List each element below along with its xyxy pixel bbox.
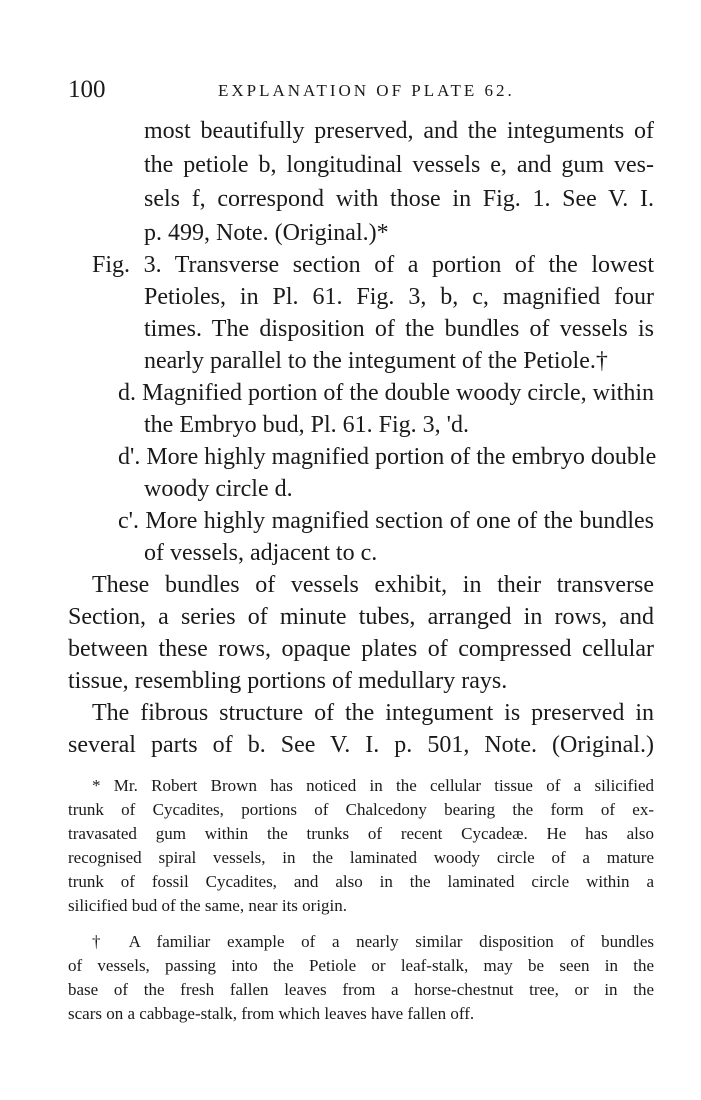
text-line: c'. More highly magnified section of one of the bundles: [118, 508, 654, 534]
text-line: Fig. 3. Transverse section of a portion of the lowest: [92, 252, 654, 278]
text-line: Section, a series of minute tubes, arranged in rows, and: [68, 604, 654, 630]
footnote-line: trunk of fossil Cycadites, and also in the laminated circle within a: [68, 872, 654, 891]
text-line: between these rows, opaque plates of compressed cellular: [68, 636, 654, 662]
text-line: sels f, correspond with those in Fig. 1. See V. I.: [144, 186, 654, 212]
footnote-line: scars on a cabbage-stalk, from which leaves have fallen off.: [68, 1004, 475, 1023]
running-title: EXPLANATION OF PLATE 62.: [218, 81, 515, 100]
text-line: These bundles of vessels exhibit, in their transverse: [92, 572, 654, 598]
text-line: the petiole b, longitudinal vessels e, and gum ves-: [144, 152, 654, 178]
footnote-line: * Mr. Robert Brown has noticed in the cellular tissue of a silicified: [92, 776, 654, 795]
footnote-line: silicified bud of the same, near its origin.: [68, 896, 348, 915]
text-line: tissue, resembling portions of medullary rays.: [68, 668, 508, 694]
footnote-line: † A familiar example of a nearly similar disposition of bundles: [92, 932, 654, 951]
page-header: [68, 76, 668, 106]
page-number: 100: [68, 76, 106, 103]
footnote-line: recognised spiral vessels, in the laminated woody circle of a mature: [68, 848, 654, 867]
text-line: nearly parallel to the integument of the Petiole.†: [144, 348, 608, 374]
text-line: p. 499, Note. (Original.)*: [144, 220, 389, 246]
text-line: of vessels, adjacent to c.: [144, 540, 378, 566]
text-line: several parts of b. See V. I. p. 501, Note. (Original.): [68, 732, 654, 758]
text-line: d'. More highly magnified portion of the embryo double: [118, 444, 657, 470]
text-line: most beautifully preserved, and the integuments of: [144, 118, 654, 144]
text-line: woody circle d.: [144, 476, 293, 502]
text-line: d. Magnified portion of the double woody circle, within: [118, 380, 654, 406]
text-line: the Embryo bud, Pl. 61. Fig. 3, 'd.: [144, 412, 469, 438]
text-line: times. The disposition of the bundles of vessels is: [144, 316, 654, 342]
text-line: The fibrous structure of the integument is preserved in: [92, 700, 654, 726]
footnote-line: base of the fresh fallen leaves from a horse-chestnut tree, or in the: [68, 980, 654, 999]
footnote-line: travasated gum within the trunks of recent Cycadeæ. He has also: [68, 824, 654, 843]
footnote-line: of vessels, passing into the Petiole or leaf-stalk, may be seen in the: [68, 956, 654, 975]
text-line: Petioles, in Pl. 61. Fig. 3, b, c, magnified four: [144, 284, 654, 310]
footnote-line: trunk of Cycadites, portions of Chalcedony bearing the form of ex-: [68, 800, 654, 819]
